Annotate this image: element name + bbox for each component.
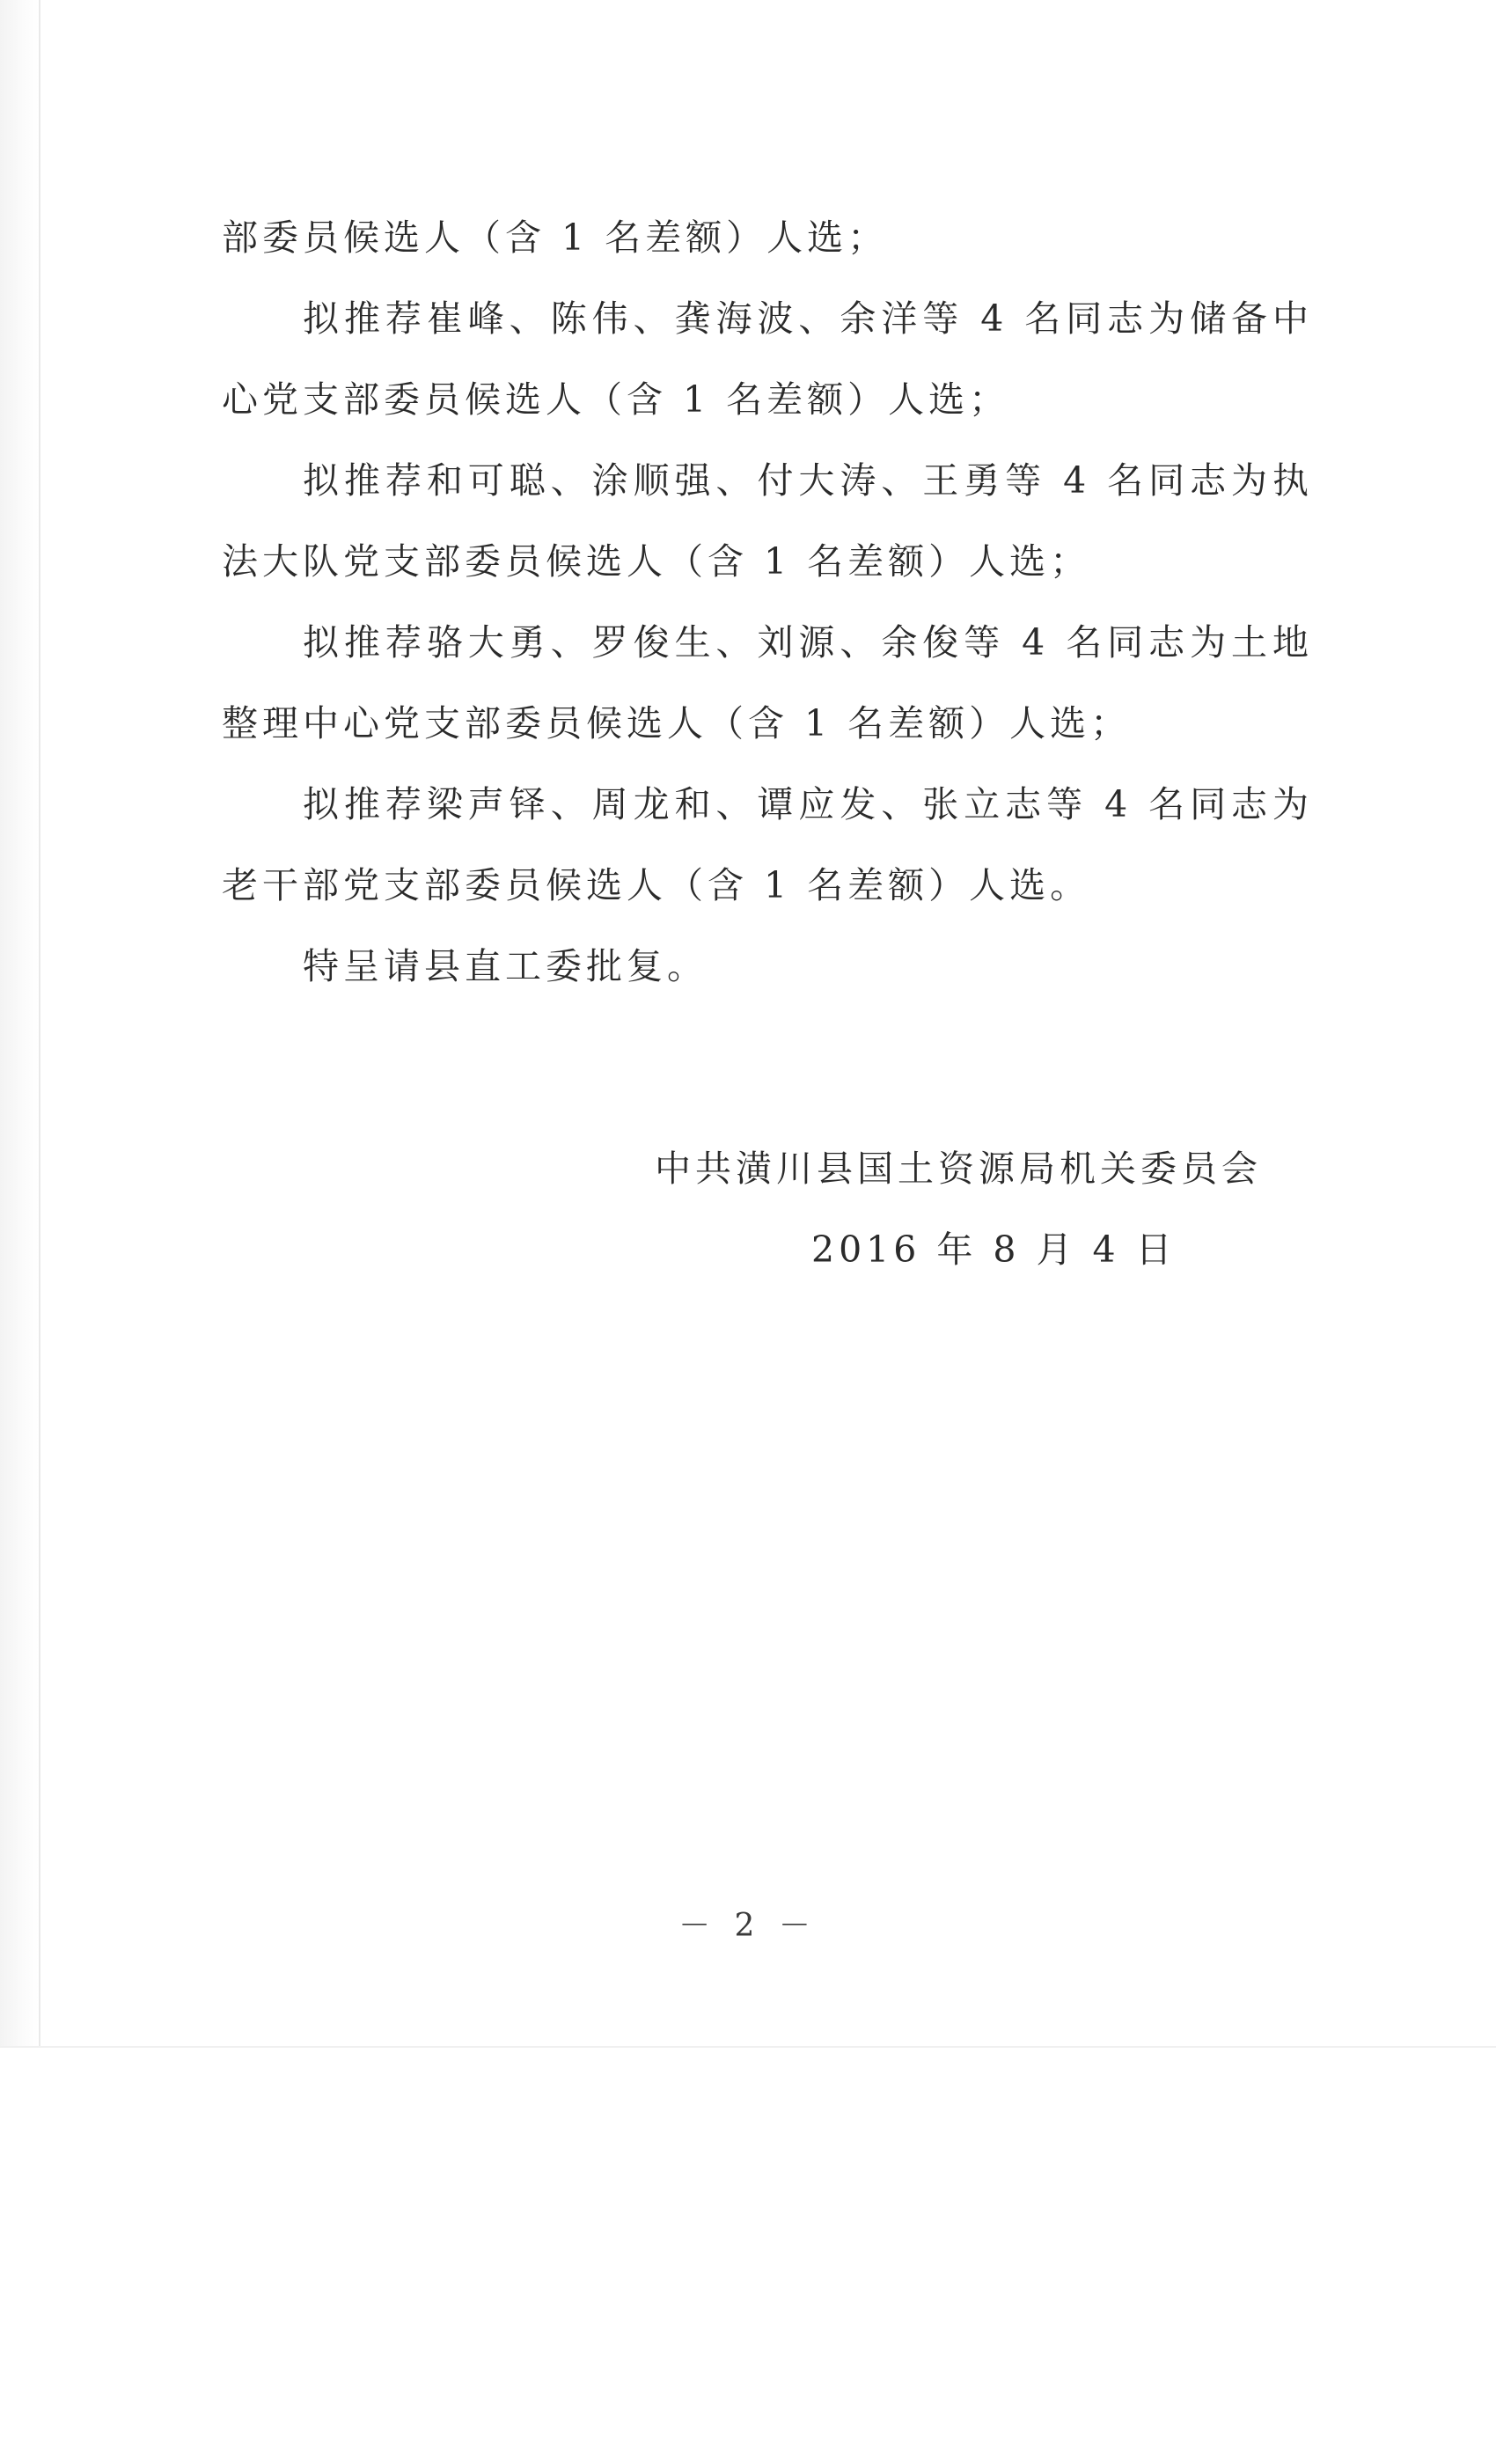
paragraph-land-consolidation: 拟推荐骆大勇、罗俊生、刘源、余俊等 4 名同志为土地整理中心党支部委员候选人（含 1 名差额）人选； [222, 621, 1313, 744]
signature-organization: 中共潢川县国土资源局机关委员会 [655, 1148, 1262, 1190]
paragraph-request: 特呈请县直工委批复。 [303, 945, 708, 987]
page-number: － 2 － [678, 1908, 818, 1944]
signature-date: 2016 年 8 月 4 日 [811, 1228, 1177, 1271]
paragraph-continuation: 部委员候选人（含 1 名差额）人选； [222, 216, 889, 259]
document-body [222, 197, 1313, 1007]
scan-edge-shadow [0, 0, 39, 2046]
paper-bottom-edge [0, 2046, 1496, 2048]
paragraph-reserve-center: 拟推荐崔峰、陈伟、龚海波、余洋等 4 名同志为储备中心党支部委员候选人（含 1 名差额）人选； [222, 297, 1313, 421]
scan-edge-line [39, 0, 40, 2046]
paragraph-law-enforcement: 拟推荐和可聪、涂顺强、付大涛、王勇等 4 名同志为执法大队党支部委员候选人（含 1 名差额）人选； [222, 459, 1313, 583]
paragraph-retired-cadres: 拟推荐梁声铎、周龙和、谭应发、张立志等 4 名同志为老干部党支部委员候选人（含 1 名差额）人选。 [222, 783, 1313, 906]
